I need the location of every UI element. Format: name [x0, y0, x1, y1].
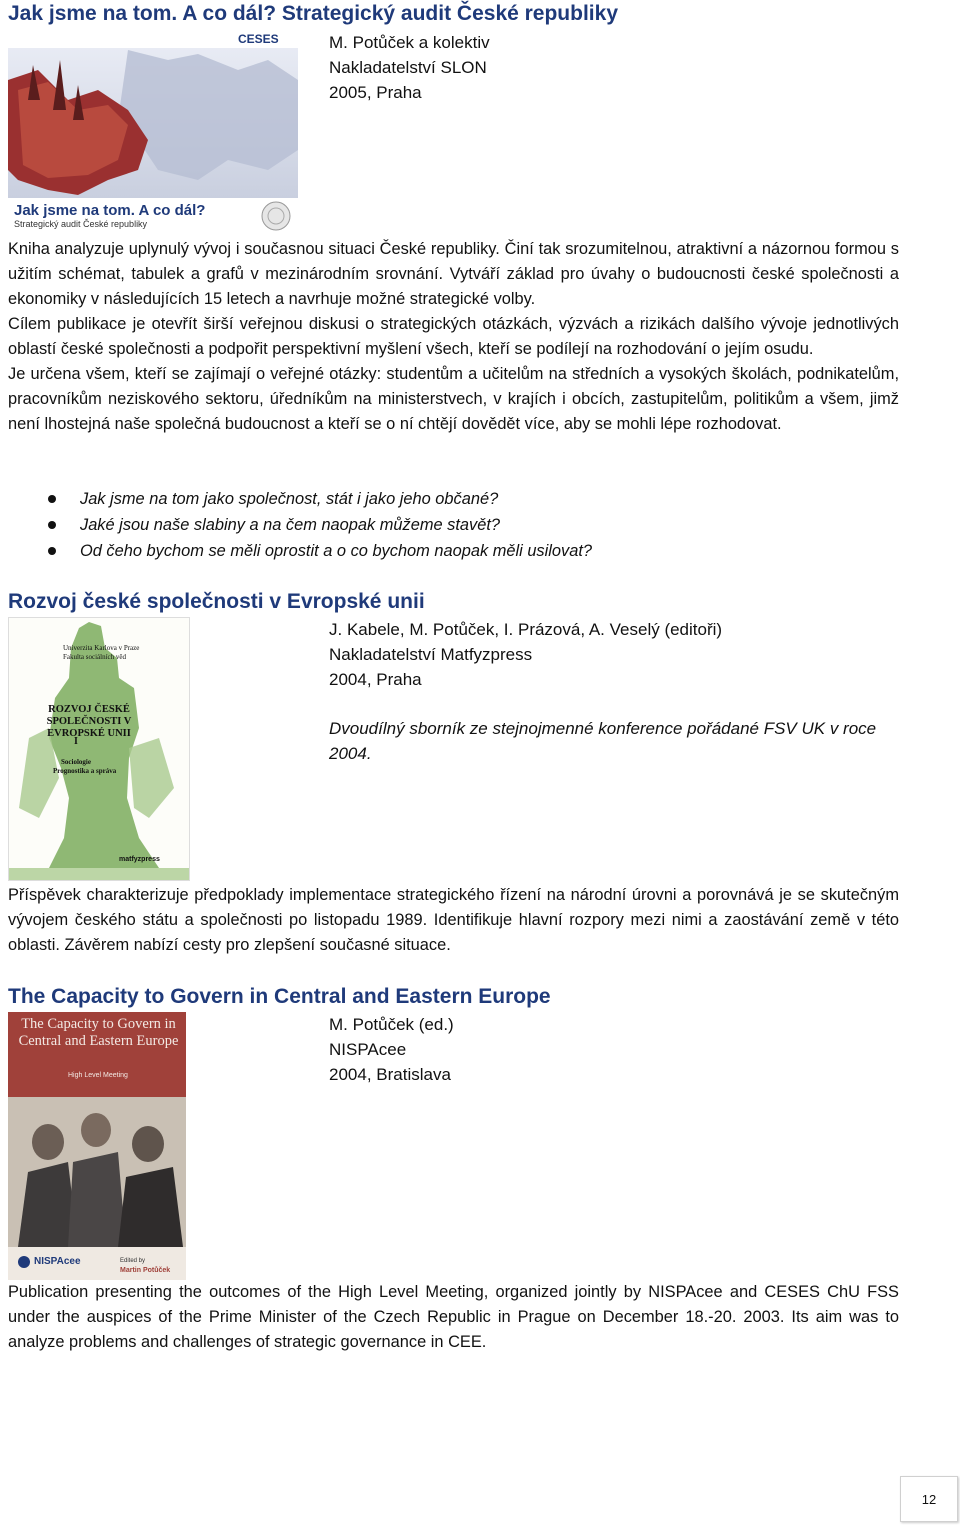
book1-cover-subtitle: Strategický audit České republiky — [14, 219, 148, 229]
book2-cover-sub2: Prognostika a správa — [53, 767, 117, 775]
book2-cover-title: ROZVOJ ČESKÉ SPOLEČNOSTI V EVROPSKÉ UNII — [46, 704, 132, 739]
question-item: Jaké jsou naše slabiny a na čem naopak můžeme stavět? — [8, 512, 899, 538]
book1-year-place: 2005, Praha — [329, 83, 422, 102]
book2-note: Dvoudílný sborník ze stejnojmenné konference pořádané FSV UK v roce 2004. — [329, 719, 877, 763]
page-number: 12 — [921, 1491, 937, 1507]
question-item: Jak jsme na tom jako společnost, stát i jako jeho občané? — [8, 486, 899, 512]
book1-publisher: Nakladatelství SLON — [329, 58, 487, 77]
book2-description: Příspěvek charakterizuje předpoklady implementace strategického řízení na národní úrovni a porovnává je se skutečným vývojem českého státu a společnosti po listopadu 1989. Identifikuje hlavní rozpory mezi nimi a zaostávání země v této oblasti. Závěrem nabízí cesty pro zlepšení současné situace. — [8, 886, 899, 954]
bullet-icon — [48, 521, 56, 529]
book1-paragraph-1: Kniha analyzuje uplynulý vývoj i současnou situaci České republiky. Činí tak srozumitelnou, atraktivní a názornou formou s užitím schémat, tabulek a grafů v mezinárodním srovnání. Vytváří základ pro úvahy o budoucnosti české společnosti a ekonomiky v následujících 15 letech a navrhuje možné strategické volby. — [8, 240, 899, 308]
book2-cover-sub: Sociologie — [61, 758, 91, 766]
book1-paragraph-2: Cílem publikace je otevřít širší veřejnou diskusi o strategických otázkách, výzvách a rizikách dalšího vývoje jednotlivých oblastí české společnosti a podpořit perspektivní myšlení všech, kteří se podílejí na rozhodování o jejím osudu. — [8, 315, 899, 358]
book1-cover-logo: CESES — [238, 32, 279, 46]
book3-cover-sub: High Level Meeting — [68, 1072, 128, 1079]
book3-cover-logo: NISPAcee — [34, 1256, 81, 1267]
book2-cover-top: Univerzita Karlova v Praze — [63, 644, 140, 652]
book1-meta — [329, 30, 490, 105]
book2-cover-volume: I — [74, 736, 78, 747]
book3-cover-editor: Martin Potůček — [120, 1267, 171, 1274]
bullet-icon — [48, 495, 56, 503]
book3-year-place: 2004, Bratislava — [329, 1065, 451, 1084]
book1-author: M. Potůček a kolektiv — [329, 33, 490, 52]
book3-cover-image — [8, 1012, 186, 1280]
book3-cover-edited: Edited by — [120, 1258, 146, 1264]
book1-description — [8, 237, 899, 437]
book2-cover-image — [8, 617, 190, 881]
book2-year-place: 2004, Praha — [329, 670, 422, 689]
book2-title: Rozvoj české společnosti v Evropské unii — [8, 590, 425, 613]
book1-paragraph-3: Je určena všem, kteří se zajímají o veřejné otázky: studentům a učitelům na středních a vysokých školách, podnikatelům, pracovníkům neziskového sektoru, úředníkům na ministerstvech, v krajích i obcích, zastupitelům, politikům a všem, jimž není lhostejná naše společná budoucnost a kteří se o ní chtějí dovědět více, aby se mohli lépe rozhodovat. — [8, 365, 899, 433]
book1-cover-image — [8, 30, 298, 232]
book1-cover-title: Jak jsme na tom. A co dál? — [14, 202, 206, 219]
book2-cover-top2: Fakulta sociálních věd — [63, 653, 126, 661]
question-item: Od čeho bychom se měli oprostit a o co bychom naopak měli usilovat? — [8, 538, 899, 564]
page-number-box — [900, 1476, 958, 1522]
book2-authors: J. Kabele, M. Potůček, I. Prázová, A. Veselý (editoři) — [329, 620, 723, 639]
book2-cover-publisher: matfyzpress — [119, 856, 160, 863]
book1-questions — [8, 486, 899, 564]
book3-description: Publication presenting the outcomes of the High Level Meeting, organized jointly by NISPAcee and CESES ChU FSS under the auspices of the Prime Minister of the Czech Republic in Prague on December 18.-20. 2003. Its aim was to analyze problems and challenges of strategic governance in CEE. — [8, 1283, 899, 1351]
bullet-icon — [48, 547, 56, 555]
book1-title: Jak jsme na tom. A co dál? Strategický audit České republiky — [8, 2, 618, 25]
book3-cover-title: The Capacity to Govern in Central and Eastern Europe — [18, 1016, 179, 1049]
book3-title: The Capacity to Govern in Central and Eastern Europe — [8, 985, 551, 1008]
book3-author: M. Potůček (ed.) — [329, 1015, 454, 1034]
book2-publisher: Nakladatelství Matfyzpress — [329, 645, 533, 664]
book3-publisher: NISPAcee — [329, 1040, 407, 1059]
book2-meta — [329, 617, 722, 692]
book3-cover-art — [8, 1012, 186, 1280]
book3-meta — [329, 1012, 454, 1087]
